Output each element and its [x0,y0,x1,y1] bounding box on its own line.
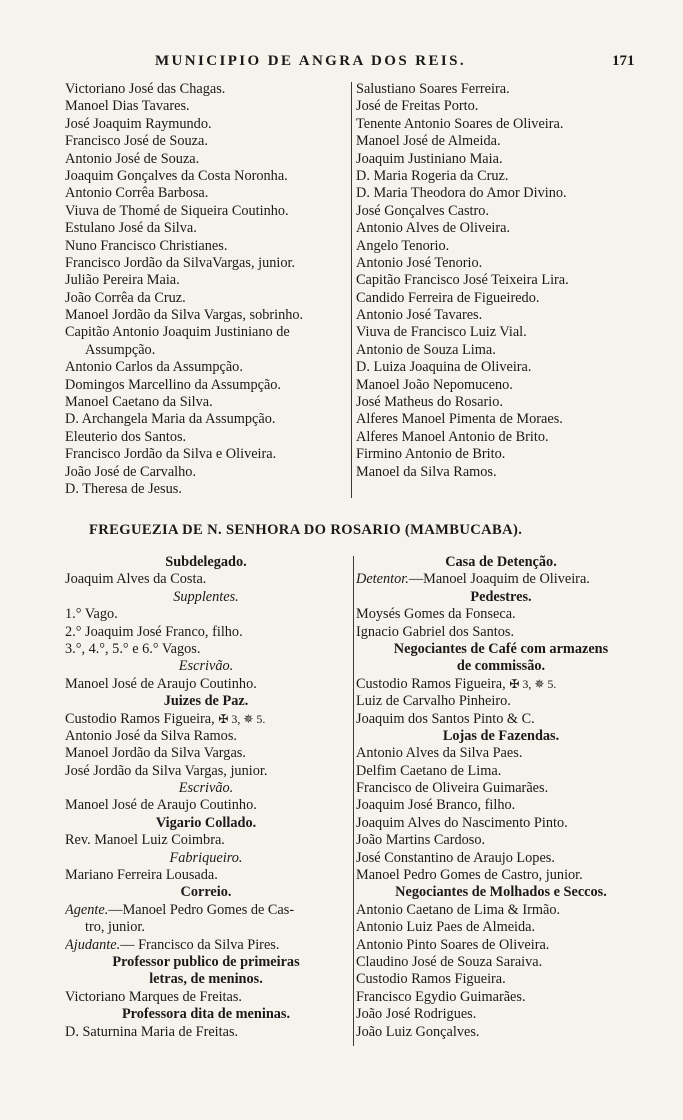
list-item: Manoel da Silva Ramos. [356,463,497,480]
list-item: Francisco Jordão da Silva e Oliveira. [65,446,277,463]
list-item: José Matheus do Rosario. [356,394,503,411]
professor-heading-cont: letras, de meninos. [149,971,263,988]
professor-heading: Professor publico de primeiras [112,953,300,970]
list-item: José Gonçalves Castro. [356,202,490,219]
list-item: Firmino Antonio de Brito. [356,446,506,463]
supplentes-heading: Supplentes. [173,588,239,605]
loja-entry: Manoel Pedro Gomes de Castro, junior. [356,867,583,884]
list-item: João José de Carvalho. [65,463,197,480]
list-item: Capitão Antonio Joaquim Justiniano de [65,324,290,341]
running-title: MUNICIPIO DE ANGRA DOS REIS. [155,53,466,69]
list-item: Viuva de Francisco Luiz Vial. [356,324,527,341]
negociante-entry [356,676,646,693]
ajudante-entry [65,937,347,954]
honours-icon: ✠ 3, ✵ 5. [218,711,266,726]
loja-entry: Delfim Caetano de Lima. [356,762,502,779]
fabriqueiro-heading: Fabriqueiro. [169,849,243,866]
list-item: Viuva de Thomé de Siqueira Coutinho. [65,202,289,219]
list-item: Victoriano José das Chagas. [65,81,226,97]
escrivao-heading: Escrivão. [178,780,234,797]
molhados-list [356,902,646,1041]
professor-name: Victoriano Marques de Freitas. [65,988,243,1005]
list-item: Manoel Jordão da Silva Vargas, sobrinho. [65,307,304,324]
correio-heading: Correio. [180,884,232,901]
escrivao-name: Manoel José de Araujo Coutinho. [65,797,257,814]
juiz-entry: José Jordão da Silva Vargas, junior. [65,762,268,779]
list-item: Alferes Manoel Pimenta de Moraes. [356,411,563,428]
list-item: Salustiano Soares Ferreira. [356,81,510,97]
pedestres-heading: Pedestres. [470,588,532,605]
juiz-entry: Antonio José da Silva Ramos. [65,727,237,744]
list-item: José Joaquim Raymundo. [65,115,212,132]
list-item: Estulano José da Silva. [65,220,197,237]
list-item: João Corrêa da Cruz. [65,289,186,306]
detentor-name: —Manoel Joaquim de Oliveira. [408,571,590,588]
negociantes-cafe-heading-cont: de commissão. [456,658,546,675]
fabriqueiro-name: Mariano Ferreira Lousada. [65,867,218,884]
list-item: Antonio Carlos da Assumpção. [65,359,243,376]
list-item: Tenente Antonio Soares de Oliveira. [356,115,564,132]
list-item: Manoel José de Almeida. [356,133,501,150]
loja-entry: Joaquim José Branco, filho. [356,797,516,814]
list-item: José de Freitas Porto. [356,98,479,115]
lojas-heading: Lojas de Fazendas. [442,727,560,744]
loja-entry: Antonio Alves da Silva Paes. [356,745,523,762]
list-item: Antonio Corrêa Barbosa. [65,185,209,202]
vigario-name: Rev. Manoel Luiz Coimbra. [65,832,225,849]
molhados-heading: Negociantes de Molhados e Seccos. [395,884,607,901]
molhados-entry: Custodio Ramos Figueira. [356,971,506,988]
supplente-entry: 2.° Joaquim José Franco, filho. [65,623,243,640]
officials-column [65,554,347,1041]
ajudante-label: Ajudante. [65,936,121,953]
list-item: Candido Ferreira de Figueiredo. [356,289,540,306]
list-item: Joaquim Justiniano Maia. [356,150,503,167]
agente-label: Agente. [65,901,109,918]
list-item: D. Luiza Joaquina de Oliveira. [356,359,532,376]
pedestre-entry: Ignacio Gabriel dos Santos. [356,623,515,640]
list-item: Julião Pereira Maia. [65,272,180,289]
detentor-entry [356,571,646,588]
list-item: Antonio de Souza Lima. [356,341,496,358]
molhados-entry: Antonio Pinto Soares de Oliveira. [356,936,550,953]
agente-continuation: tro, junior. [85,919,145,936]
names-list-left [65,81,352,498]
list-item: D. Maria Rogeria da Cruz. [356,167,509,184]
list-item: Angelo Tenorio. [356,237,450,254]
professora-heading: Professora dita de meninas. [121,1006,291,1023]
list-item: Joaquim Gonçalves da Costa Noronha. [65,167,288,184]
page-header [0,53,683,75]
agente-name: —Manoel Pedro Gomes de Cas- [108,901,295,918]
supplente-entry: 1.° Vago. [65,606,118,623]
list-item: Antonio Alves de Oliveira. [356,220,511,237]
professora-name: D. Saturnina Maria de Freitas. [65,1023,239,1040]
list-item: Domingos Marcellino da Assumpção. [65,376,282,393]
list-item: Eleuterio dos Santos. [65,428,187,445]
column-divider [353,556,354,1046]
list-item: D. Theresa de Jesus. [65,480,182,497]
negociantes-cafe-heading: Negociantes de Café com armazens [393,640,609,657]
pedestre-entry: Moysés Gomes da Fonseca. [356,606,516,623]
list-item: Antonio José Tavares. [356,307,483,324]
supplente-entry: 3.°, 4.°, 5.° e 6.° Vagos. [65,640,201,657]
juiz-entry: Manoel Jordão da Silva Vargas. [65,745,246,762]
detentor-label: Detentor. [356,571,409,588]
agente-entry [65,902,347,919]
list-item: Francisco Jordão da SilvaVargas, junior. [65,254,296,271]
escrivao-heading: Escrivão. [178,658,234,675]
list-item: D. Maria Theodora do Amor Divino. [356,185,567,202]
page-number: 171 [612,53,635,69]
column-divider [351,82,352,498]
list-item: Alferes Manoel Antonio de Brito. [356,428,549,445]
list-item: Antonio José Tenorio. [356,254,483,271]
list-item: D. Archangela Maria da Assumpção. [65,411,276,428]
negociante-entry: Joaquim dos Santos Pinto & C. [356,710,535,727]
juiz-entry [65,711,347,728]
list-item: Assumpção. [85,341,156,358]
commerce-column [356,554,646,1041]
list-item: Antonio José de Souza. [65,150,200,167]
loja-entry: José Constantino de Araujo Lopes. [356,849,555,866]
ajudante-name: — Francisco da Silva Pires. [120,936,280,953]
molhados-entry: Antonio Caetano de Lima & Irmão. [356,901,561,918]
list-item: Nuno Francisco Christianes. [65,237,228,254]
molhados-entry: Francisco Egydio Guimarães. [356,988,526,1005]
loja-entry: Joaquim Alves do Nascimento Pinto. [356,814,568,831]
vigario-heading: Vigario Collado. [155,814,257,831]
subdelegado-heading: Subdelegado. [165,554,247,570]
juiz-name: Custodio Ramos Figueira, [65,710,215,727]
section-title: FREGUEZIA DE N. SENHORA DO ROSARIO (MAMBUCABA). [89,522,523,538]
negociante-name: Custodio Ramos Figueira, [356,675,506,692]
honours-icon: ✠ 3, ✵ 5. [509,676,557,691]
lojas-list [356,745,646,884]
list-item: Manoel Dias Tavares. [65,98,190,115]
molhados-entry: João Luiz Gonçalves. [356,1023,480,1040]
casa-heading: Casa de Detenção. [445,554,557,570]
list-item: Manoel Caetano da Silva. [65,394,213,411]
list-item: Capitão Francisco José Teixeira Lira. [356,272,569,289]
molhados-entry: Antonio Luiz Paes de Almeida. [356,919,536,936]
loja-entry: Francisco de Oliveira Guimarães. [356,780,549,797]
escrivao-name: Manoel José de Araujo Coutinho. [65,675,257,692]
list-item: Manoel João Nepomuceno. [356,376,513,393]
negociante-entry: Luiz de Carvalho Pinheiro. [356,693,511,710]
list-item: Francisco José de Souza. [65,133,208,150]
molhados-entry: João José Rodrigues. [356,1006,477,1023]
juizes-heading: Juizes de Paz. [163,693,249,710]
names-list-right [356,81,632,481]
loja-entry: João Martins Cardoso. [356,832,486,849]
subdelegado-name: Joaquim Alves da Costa. [65,571,207,588]
molhados-entry: Claudino José de Souza Saraiva. [356,953,543,970]
